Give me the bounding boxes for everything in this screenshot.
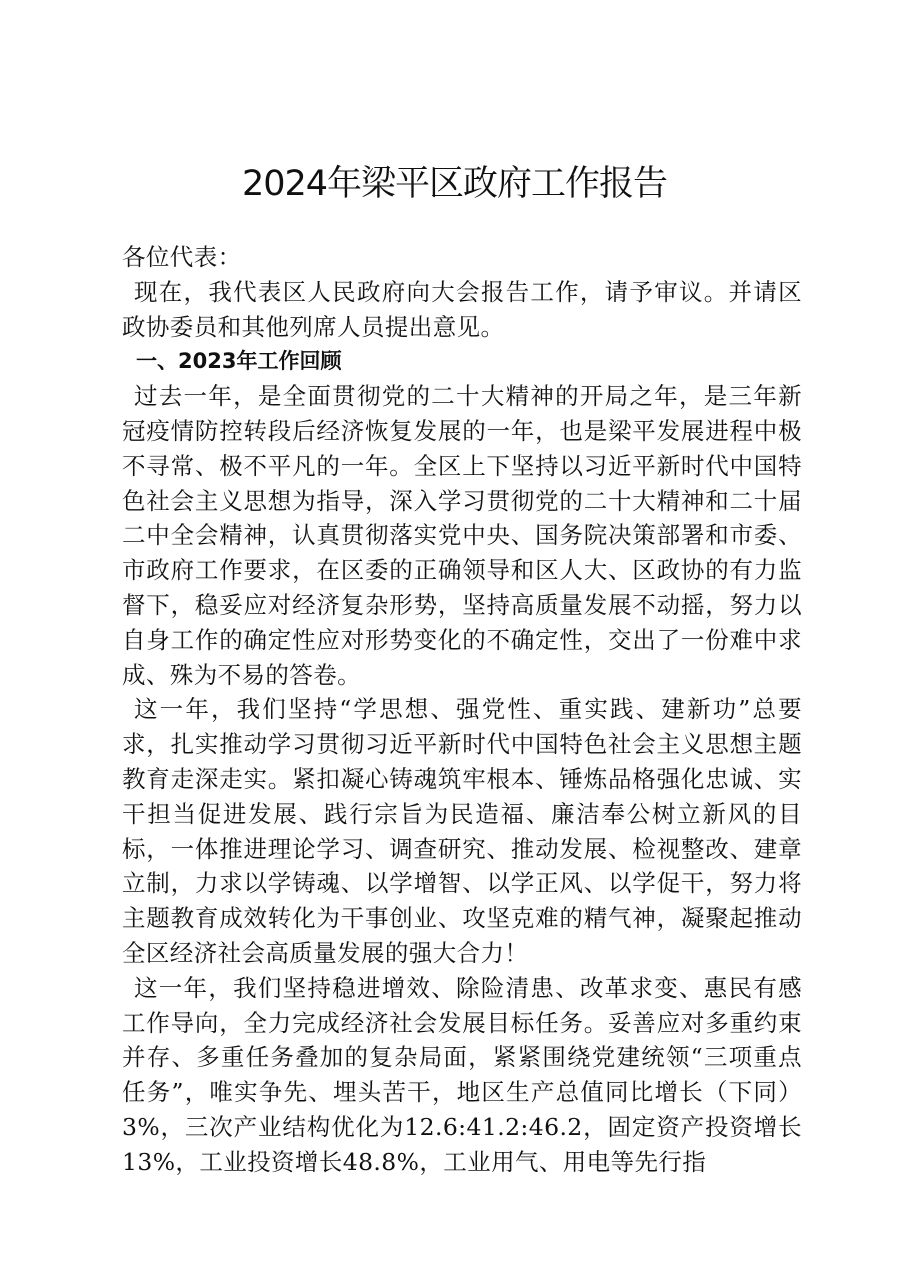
intro-paragraph: 现在，我代表区人民政府向大会报告工作，请予审议。并请区政协委员和其他列席人员提出意见。 [122,277,802,341]
salutation: 各位代表： [122,243,242,271]
body-paragraph: 这一年，我们坚持“学思想、强党性、重实践、建新功”总要求，扎实推动学习贯彻习近平新时代中国特色社会主义思想主题教育走深走实。紧扣凝心铸魂筑牢根本、锤炼品格强化忠诚、实干担当促进发展、践行宗旨为民造福、廉洁奉公树立新风的目标，一体推进理论学习、调查研究、推动发展、检视整改、建章立制，力求以学铸魂、以学增智、以学正风、以学促干，努力将主题教育成效转化为干事创业、攻坚克难的精气神，凝聚起推动全区经济社会高质量发展的强大合力！ [122,695,802,967]
body-paragraph: 这一年，我们坚持稳进增效、除险清患、改革求变、惠民有感工作导向，全力完成经济社会发展目标任务。妥善应对多重约束并存、多重任务叠加的复杂局面，紧紧围绕党建统领“三项重点任务”，唯实争先、埋头苦干，地区生产总值同比增长（下同）3%，三次产业结构优化为12.6:41.2:46.2，固定资产投资增长13%，工业投资增长48.8%，工业用气、用电等先行指 [122,973,802,1176]
section-heading: 一、2023年工作回顾 [136,349,342,374]
document-body [122,240,802,1180]
body-paragraph: 过去一年，是全面贯彻党的二十大精神的开局之年，是三年新冠疫情防控转段后经济恢复发展的一年，也是梁平发展进程中极不寻常、极不平凡的一年。全区上下坚持以习近平新时代中国特色社会主义思想为指导，深入学习贯彻党的二十大精神和二十届二中全会精神，认真贯彻落实党中央、国务院决策部署和市委、市政府工作要求，在区委的正确领导和区人大、区政协的有力监督下，稳妥应对经济复杂形势，坚持高质量发展不动摇，努力以自身工作的确定性应对形势变化的不确定性，交出了一份难中求成、殊为不易的答卷。 [122,382,802,689]
document-title: 2024年梁平区政府工作报告 [241,164,668,204]
